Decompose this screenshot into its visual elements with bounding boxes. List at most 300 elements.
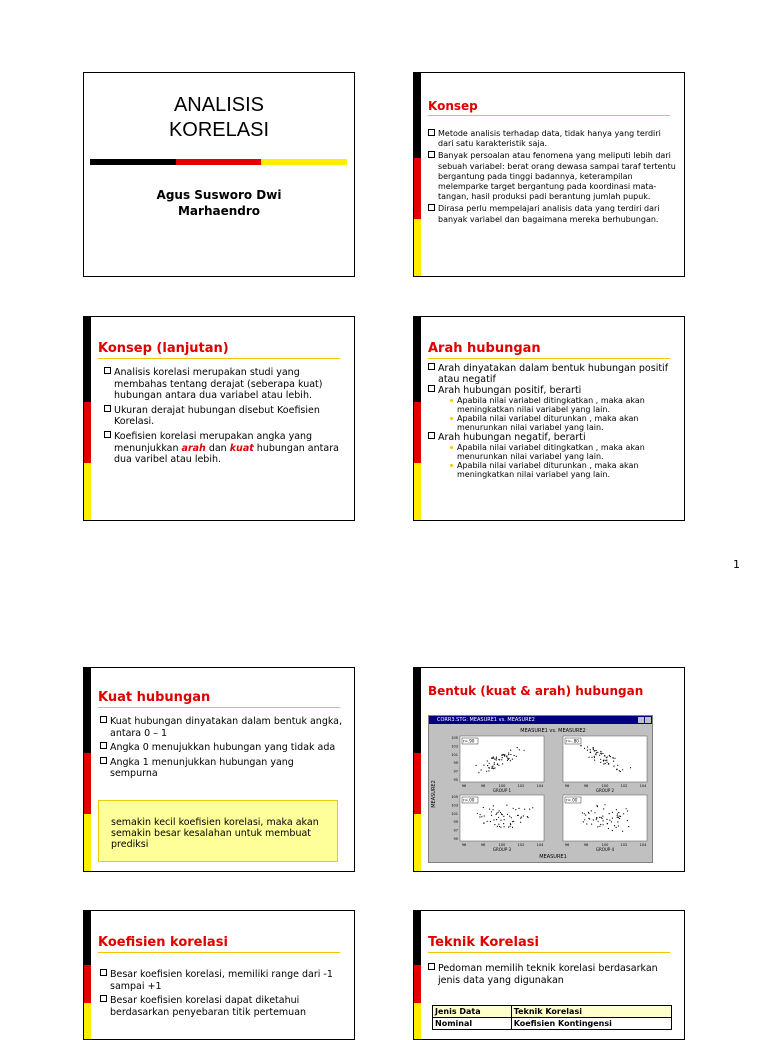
data-point	[600, 751, 601, 752]
data-point	[510, 760, 511, 761]
accent-bar	[414, 668, 421, 871]
data-point	[516, 756, 517, 757]
data-point	[584, 819, 585, 820]
data-point	[520, 818, 521, 819]
data-point	[580, 745, 581, 746]
data-point	[476, 765, 477, 766]
data-point	[597, 826, 598, 827]
data-point	[501, 759, 502, 760]
data-point	[532, 807, 533, 808]
list-item: Pedoman memilih teknik korelasi berdasarkan jenis data yang digunakan	[428, 963, 674, 986]
plot-title: MEASURE1 vs. MEASURE2	[520, 728, 586, 734]
data-point	[498, 824, 499, 825]
data-point	[593, 749, 594, 750]
data-point	[588, 757, 589, 758]
data-point	[498, 765, 499, 766]
data-point	[609, 820, 610, 821]
data-point	[508, 759, 509, 760]
data-point	[630, 767, 631, 768]
slide-heading: Arah hubungan	[428, 341, 670, 359]
x-tick-label: 96	[461, 784, 467, 788]
x-tick-label: 104	[536, 784, 544, 788]
data-point	[596, 752, 597, 753]
data-point	[613, 761, 614, 762]
slide-konsep	[413, 72, 685, 277]
data-point	[503, 816, 504, 817]
data-point	[493, 757, 494, 758]
x-tick-label: 102	[620, 784, 628, 788]
data-point	[478, 772, 479, 773]
data-point	[604, 804, 605, 805]
accent-bar	[414, 73, 421, 276]
accent-bar	[414, 911, 421, 1039]
data-point	[499, 810, 500, 811]
data-point	[604, 755, 605, 756]
y-tick-label: 99	[453, 761, 458, 766]
point-list	[104, 367, 344, 466]
data-point	[483, 765, 484, 766]
sub-list	[438, 443, 676, 479]
data-point	[512, 821, 513, 822]
data-point	[494, 767, 495, 768]
list-item: Dirasa perlu mempelajari analisis data yang terdiri dari banyak variabel dan bagaimana mereka berhubungan.	[428, 204, 676, 224]
data-point	[503, 823, 504, 824]
data-point	[619, 770, 620, 771]
data-point	[612, 812, 613, 813]
slide-teknik-korelasi	[413, 910, 685, 1040]
slide-konsep-lanjutan	[83, 316, 355, 521]
data-point	[480, 814, 481, 815]
data-point	[496, 813, 497, 814]
accent-bar	[84, 317, 91, 520]
data-point	[481, 769, 482, 770]
data-point	[492, 809, 493, 810]
data-point	[483, 823, 484, 824]
data-point	[617, 821, 618, 822]
data-point	[504, 819, 505, 820]
data-point	[617, 813, 618, 814]
slide-heading: Teknik Korelasi	[428, 935, 670, 953]
x-tick-label: 98	[480, 784, 486, 788]
data-point	[603, 808, 604, 809]
data-point	[620, 771, 621, 772]
data-point	[487, 765, 488, 766]
x-tick-label: 104	[536, 843, 544, 847]
data-point	[487, 760, 488, 761]
slide-heading: Kuat hubungan	[98, 690, 340, 708]
y-tick-label: 105	[451, 795, 458, 799]
y-axis-label: MEASURE2	[431, 780, 437, 808]
y-tick-label: 105	[451, 736, 458, 740]
sub-list	[438, 396, 676, 432]
data-point	[512, 827, 513, 828]
y-tick-label: 95	[453, 778, 458, 782]
data-point	[502, 754, 503, 755]
window-titlebar: CORR3.STG: MEASURE1 vs. MEASURE2	[429, 716, 652, 724]
data-point	[599, 755, 600, 756]
data-point	[608, 764, 609, 765]
data-point	[527, 816, 528, 817]
data-point	[597, 805, 598, 806]
data-point	[524, 809, 525, 810]
data-point	[591, 810, 592, 811]
list-item: Besar koefisien korelasi dapat diketahui berdasarkan penyebaran titik pertemuan	[100, 995, 344, 1018]
data-point	[627, 820, 628, 821]
data-point	[582, 812, 583, 813]
data-point	[616, 769, 617, 770]
data-point	[507, 760, 508, 761]
data-point	[589, 818, 590, 819]
data-point	[481, 816, 482, 817]
data-point	[491, 811, 492, 812]
data-point	[492, 766, 493, 767]
point-list	[428, 963, 674, 986]
data-point	[502, 814, 503, 815]
data-point	[510, 826, 511, 827]
data-point	[596, 819, 597, 820]
r-value-label: r=.00	[463, 797, 475, 803]
data-point	[491, 766, 492, 767]
data-point	[606, 819, 607, 820]
data-point	[585, 815, 586, 816]
data-point	[587, 750, 588, 751]
slide-title	[83, 72, 355, 277]
data-point	[514, 755, 515, 756]
data-point	[520, 822, 521, 823]
r-value-label: r=.00	[566, 797, 578, 803]
data-point	[518, 815, 519, 816]
data-point	[492, 768, 493, 769]
data-point	[502, 763, 503, 764]
list-item: Arah hubungan positif, berarti Apabila nilai variabel ditingkatkan , maka akan meningkatkan nilai variabel yang lain. Apabila nilai variabel diturunkan , maka akan menurunkan nilai variabel yang lain.	[428, 385, 676, 432]
window-buttons[interactable]	[638, 717, 651, 723]
data-point	[487, 821, 488, 822]
group-label: GROUP 3	[492, 847, 512, 852]
sub-item: Apabila nilai variabel ditingkatkan , maka akan menurunkan nilai variabel yang lain.	[450, 443, 676, 461]
data-point	[607, 823, 608, 824]
title-divider	[90, 159, 347, 165]
data-point	[606, 762, 607, 763]
data-point	[599, 826, 600, 827]
x-tick-label: 100	[498, 784, 506, 788]
slide-heading: Koefisien korelasi	[98, 935, 340, 953]
data-point	[598, 821, 599, 822]
y-tick-label: 95	[453, 837, 458, 841]
data-point	[484, 815, 485, 816]
accent-bar	[84, 911, 91, 1039]
x-tick-label: 104	[639, 784, 647, 788]
data-point	[523, 815, 524, 816]
data-point	[593, 819, 594, 820]
data-point	[620, 816, 621, 817]
data-point	[508, 827, 509, 828]
group-label: GROUP 2	[595, 788, 615, 793]
data-point	[628, 826, 629, 827]
data-point	[601, 817, 602, 818]
data-point	[591, 824, 592, 825]
data-point	[618, 825, 619, 826]
data-point	[603, 760, 604, 761]
data-point	[500, 820, 501, 821]
y-tick-label: 97	[453, 828, 458, 833]
point-list	[100, 716, 344, 780]
data-point	[616, 809, 617, 810]
data-point	[510, 754, 511, 755]
emphasis-arah: arah	[181, 442, 206, 454]
data-point	[594, 750, 595, 751]
data-point	[597, 806, 598, 807]
data-point	[600, 759, 601, 760]
data-point	[618, 817, 619, 818]
list-item: Besar koefisien korelasi, memiliki range dari -1 sampai +1	[100, 969, 344, 992]
accent-bar	[84, 668, 91, 871]
data-point	[594, 812, 595, 813]
data-point	[619, 818, 620, 819]
data-point	[606, 760, 607, 761]
data-point	[483, 807, 484, 808]
data-point	[602, 816, 603, 817]
data-point	[584, 748, 585, 749]
data-point	[507, 814, 508, 815]
data-point	[502, 757, 503, 758]
note-box: semakin kecil koefisien korelasi, maka akan semakin besar kesalahan untuk membuat prediksi	[98, 800, 338, 862]
data-point	[529, 809, 530, 810]
data-point	[496, 819, 497, 820]
data-point	[614, 758, 615, 759]
data-point	[602, 753, 603, 754]
data-point	[606, 757, 607, 758]
data-point	[500, 812, 501, 813]
group-label: GROUP 4	[595, 847, 615, 852]
data-point	[508, 752, 509, 753]
data-point	[599, 817, 600, 818]
x-tick-label: 98	[583, 784, 589, 788]
data-point	[496, 757, 497, 758]
data-point	[491, 758, 492, 759]
x-tick-label: 102	[517, 784, 525, 788]
data-point	[498, 759, 499, 760]
data-point	[591, 757, 592, 758]
data-point	[602, 818, 603, 819]
data-point	[510, 823, 511, 824]
list-item: Koefisien korelasi merupakan angka yang menunjukkan arah dan kuat hubungan antara dua varibel atau lebih.	[104, 431, 344, 466]
x-tick-label: 96	[461, 843, 467, 847]
data-point	[613, 766, 614, 767]
data-point	[609, 755, 610, 756]
data-point	[497, 826, 498, 827]
slide-main-title: ANALISIS KORELASI	[168, 94, 270, 141]
data-point	[496, 758, 497, 759]
data-point	[622, 769, 623, 770]
data-point	[501, 755, 502, 756]
data-point	[612, 830, 613, 831]
point-list	[428, 129, 676, 225]
accent-bar	[414, 317, 421, 520]
y-tick-label: 103	[451, 803, 458, 808]
y-tick-label: 103	[451, 744, 458, 749]
data-point	[493, 805, 494, 806]
slide-kuat-hubungan	[83, 667, 355, 872]
data-point	[518, 808, 519, 809]
table-cell: Koefisien Kontingensi	[511, 1018, 671, 1030]
data-point	[494, 764, 495, 765]
data-point	[493, 758, 494, 759]
scatter-window	[428, 715, 653, 863]
data-point	[515, 809, 516, 810]
data-point	[517, 747, 518, 748]
x-tick-label: 98	[480, 843, 486, 847]
slide-heading: Bentuk (kuat & arah) hubungan	[428, 684, 644, 698]
scatter-plot	[429, 724, 652, 862]
slide-koefisien-korelasi	[83, 910, 355, 1040]
data-point	[603, 763, 604, 764]
data-point	[477, 813, 478, 814]
data-point	[494, 762, 495, 763]
sub-item: Apabila nilai variabel ditingkatkan , maka akan meningkatkan nilai variabel yang lain.	[450, 396, 676, 414]
data-point	[498, 812, 499, 813]
y-tick-label: 101	[451, 752, 458, 757]
data-point	[583, 821, 584, 822]
x-tick-label: 98	[583, 843, 589, 847]
data-point	[611, 821, 612, 822]
data-point	[594, 756, 595, 757]
list-item: Ukuran derajat hubungan disebut Koefisien Korelasi.	[104, 405, 344, 428]
list-item: Metode analisis terhadap data, tidak hanya yang terdiri dari satu karakteristik saja.	[428, 129, 676, 149]
slide-arah-hubungan	[413, 316, 685, 521]
data-point	[590, 749, 591, 750]
r-value-label: r=.90	[463, 738, 475, 744]
data-point	[590, 752, 591, 753]
data-point	[596, 750, 597, 751]
data-point	[506, 805, 507, 806]
data-point	[489, 763, 490, 764]
data-point	[616, 827, 617, 828]
data-point	[600, 824, 601, 825]
slide-heading: Konsep	[428, 99, 670, 116]
data-point	[508, 758, 509, 759]
table-cell: Nominal	[433, 1018, 512, 1030]
data-point	[524, 750, 525, 751]
table-header: Jenis Data	[433, 1006, 512, 1018]
group-label: GROUP 1	[492, 788, 512, 793]
table-header: Teknik Korelasi	[511, 1006, 671, 1018]
data-point	[612, 818, 613, 819]
x-tick-label: 104	[639, 843, 647, 847]
data-point	[614, 825, 615, 826]
data-point	[609, 813, 610, 814]
point-list	[100, 969, 344, 1018]
data-point	[593, 748, 594, 749]
data-point	[605, 763, 606, 764]
x-tick-label: 100	[601, 843, 609, 847]
list-item: Angka 1 menunjukkan hubungan yang sempurna	[100, 757, 344, 780]
data-point	[597, 752, 598, 753]
slide-heading: Konsep (lanjutan)	[98, 341, 340, 359]
data-point	[489, 809, 490, 810]
x-tick-label: 96	[564, 843, 570, 847]
data-point	[496, 814, 497, 815]
data-point	[605, 760, 606, 761]
data-point	[513, 808, 514, 809]
list-item: Banyak persoalan atau fenomena yang meliputi lebih dari sebuah variabel: berat orang dewasa sampai taraf tertentu bergantung pada tinggi badannya, keterampilan melemparke target bergantung pada koordinasi mata-tangan, hasil produksi padi berantung jumlah pupuk.	[428, 151, 676, 202]
data-point	[510, 750, 511, 751]
data-point	[491, 815, 492, 816]
data-point	[506, 755, 507, 756]
data-point	[595, 753, 596, 754]
data-point	[511, 817, 512, 818]
list-item: Kuat hubungan dinyatakan dalam bentuk angka, antara 0 – 1	[100, 716, 344, 739]
y-tick-label: 99	[453, 820, 458, 825]
data-point	[488, 770, 489, 771]
data-point	[500, 827, 501, 828]
data-point	[489, 768, 490, 769]
data-point	[507, 758, 508, 759]
slide-author: Agus Susworo Dwi Marhaendro	[156, 188, 282, 218]
data-point	[508, 754, 509, 755]
data-point	[601, 753, 602, 754]
data-point	[486, 771, 487, 772]
x-tick-label: 96	[564, 784, 570, 788]
data-point	[608, 828, 609, 829]
list-item: Analisis korelasi merupakan studi yang membahas tentang derajat (seberapa kuat) hubungan antara dua variabel atau lebih.	[104, 367, 344, 402]
data-point	[512, 759, 513, 760]
data-point	[594, 760, 595, 761]
data-point	[521, 817, 522, 818]
data-point	[494, 824, 495, 825]
data-point	[587, 746, 588, 747]
data-point	[509, 816, 510, 817]
data-point	[619, 816, 620, 817]
list-item: Arah hubungan negatif, berarti Apabila nilai variabel ditingkatkan , maka akan menurunkan nilai variabel yang lain. Apabila nilai variabel diturunkan , maka akan meningkatkan nilai variabel yang lain.	[428, 432, 676, 479]
data-point	[594, 757, 595, 758]
sub-item: Apabila nilai variabel diturunkan , maka akan meningkatkan nilai variabel yang lain.	[450, 461, 676, 479]
data-point	[618, 812, 619, 813]
data-point	[586, 823, 587, 824]
data-point	[617, 765, 618, 766]
x-tick-label: 100	[498, 843, 506, 847]
x-tick-label: 100	[601, 784, 609, 788]
data-point	[490, 821, 491, 822]
data-point	[627, 810, 628, 811]
data-point	[607, 756, 608, 757]
data-point	[519, 749, 520, 750]
data-point	[494, 759, 495, 760]
data-point	[588, 813, 589, 814]
data-point	[510, 824, 511, 825]
x-tick-label: 102	[517, 843, 525, 847]
data-point	[493, 768, 494, 769]
data-point	[626, 808, 627, 809]
data-point	[497, 763, 498, 764]
data-point	[596, 818, 597, 819]
sub-item: Apabila nilai variabel diturunkan , maka akan menurunkan nilai variabel yang lain.	[450, 414, 676, 432]
point-list	[428, 363, 676, 479]
data-point	[504, 756, 505, 757]
data-point	[504, 826, 505, 827]
data-point	[617, 815, 618, 816]
data-point	[498, 817, 499, 818]
data-point	[493, 819, 494, 820]
data-point	[513, 821, 514, 822]
data-point	[496, 759, 497, 760]
data-point	[617, 817, 618, 818]
data-point	[622, 831, 623, 832]
data-point	[610, 756, 611, 757]
page-number: 1	[733, 558, 740, 571]
data-point	[499, 826, 500, 827]
y-tick-label: 97	[453, 769, 458, 774]
data-point	[600, 762, 601, 763]
